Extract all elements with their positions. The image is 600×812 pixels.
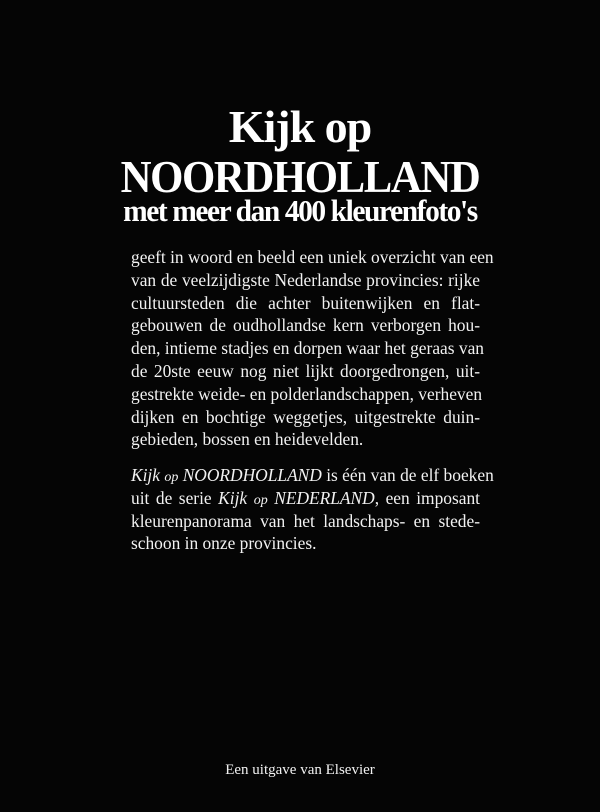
- text: is één van de elf boeken: [326, 465, 494, 485]
- title-kijk-op: Kijk op: [228, 101, 372, 152]
- italic-text: Kijk: [131, 465, 160, 485]
- text-line: geeft in woord en beeld een uniek overzicht van een: [131, 247, 494, 267]
- italic-text: NOORDHOLLAND: [182, 465, 322, 485]
- text-line: [131, 487, 480, 510]
- series-paragraph: [131, 464, 494, 555]
- text-line: de 20ste eeuw nog niet lijkt doorgedrongen, uit-: [131, 360, 480, 381]
- text-line: schoon in onze provincies.: [131, 533, 317, 554]
- text-line: gebouwen de oudhollandse kern verborgen hou-: [131, 315, 480, 336]
- italic-text: NEDERLAND: [274, 487, 375, 508]
- subtitle: met meer dan 400 kleurenfoto's: [123, 193, 477, 228]
- text-line: [131, 464, 494, 487]
- description-paragraph: [131, 246, 494, 451]
- text-line: gebieden, bossen en heidevelden.: [131, 429, 364, 450]
- text-line: dijken en bochtige weggetjes, uitgestrekte duin-: [131, 406, 480, 427]
- italic-text: op: [253, 492, 268, 508]
- text-line: kleurenpanorama van het landschaps- en stede-: [131, 510, 480, 531]
- title-noordholland: NOORDHOLLAND: [120, 151, 480, 202]
- text-line: cultuursteden die achter buitenwijken en flat-: [131, 292, 480, 313]
- italic-text: op: [164, 470, 179, 485]
- text-line: den, intieme stadjes en dorpen waar het geraas van: [131, 338, 484, 359]
- text: , een imposant: [374, 487, 480, 508]
- text: uit de serie: [131, 487, 212, 508]
- publisher-credit: Een uitgave van Elsevier: [225, 762, 375, 778]
- italic-text: Kijk: [218, 487, 248, 508]
- text-line: van de veelzijdigste Nederlandse provincies: rijke: [131, 269, 480, 290]
- text-line: gestrekte weide- en polderlandschappen, verheven: [131, 383, 483, 404]
